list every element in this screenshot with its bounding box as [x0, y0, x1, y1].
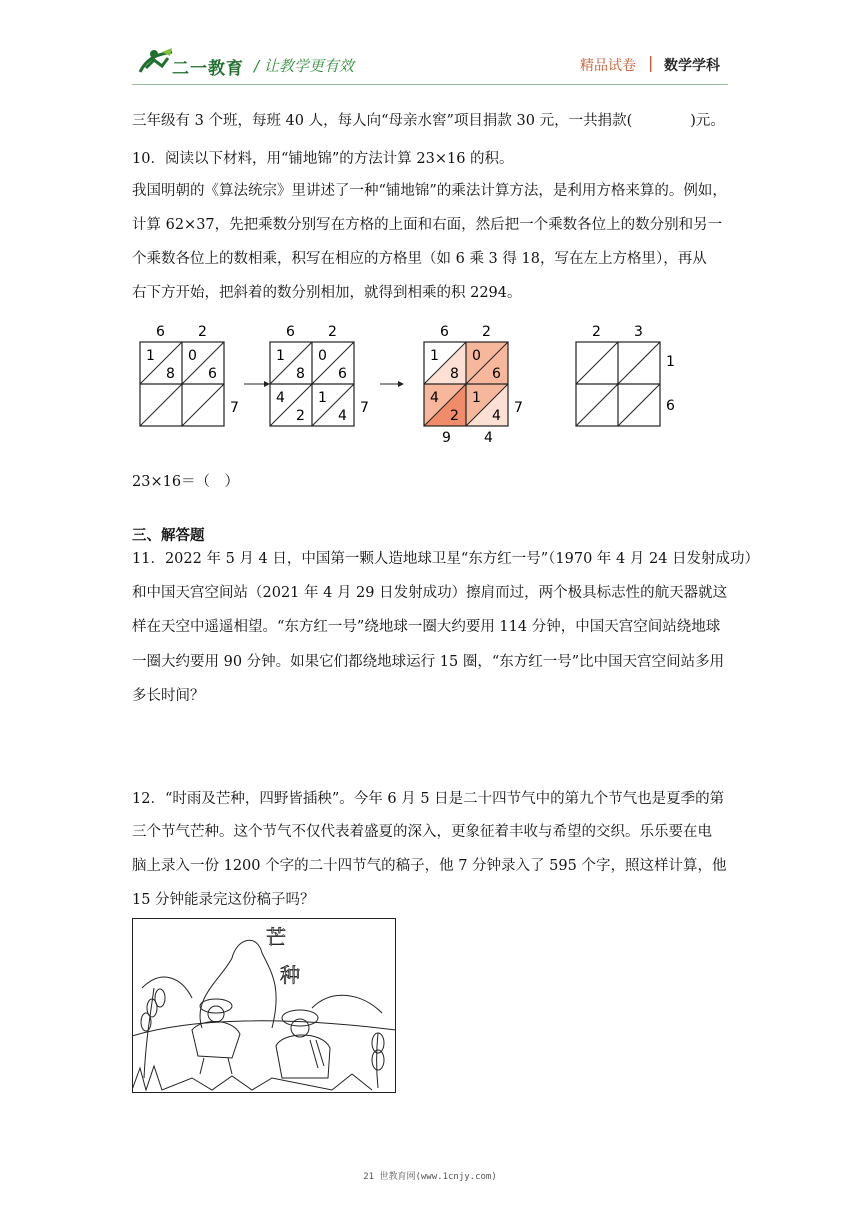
grid-1-cell-2-tens: 0	[188, 348, 197, 364]
question-12-line-4: 15 分钟能录完这份稿子吗？	[132, 892, 315, 908]
question-12-line-2: 三个节气芒种。这个节气不仅代表着盛夏的深入，更象征着丰收与希望的交织。乐乐要在电	[132, 824, 712, 840]
question-11-line-2: 和中国天宫空间站（2021 年 4 月 29 日发射成功）擦肩而过，两个极具标志性的航天器就这	[132, 585, 728, 601]
section-title: 三、解答题	[132, 528, 205, 544]
page-header	[0, 0, 860, 92]
grid-4-top-digit-2: 3	[634, 324, 643, 340]
slogan: / 让教学更有效	[254, 57, 354, 75]
grid-2-cell-3-ones: 2	[296, 408, 305, 424]
grid-2-cell-4-tens: 1	[318, 390, 327, 406]
grid-4	[576, 324, 675, 426]
grid-3-cell-3-tens: 4	[430, 390, 439, 406]
question-12-line-3: 脑上录入一份 1200 个字的二十四节气的稿子，他 7 分钟录入了 595 个字，照这样计算，他	[132, 858, 727, 874]
illustration-char-1: 芒	[266, 925, 286, 949]
brand-name: 二一教育	[172, 59, 244, 79]
grid-2-top-digit-1: 6	[286, 324, 295, 340]
grid-3-bottom-digit-1: 9	[442, 430, 451, 446]
page-footer: 21 世教育网(www.1cnjy.com)	[363, 1172, 497, 1182]
grid-3-top-digit-2: 2	[482, 324, 491, 340]
grid-2	[270, 324, 369, 426]
grid-2-cell-4-ones: 4	[338, 408, 347, 424]
grid-3	[424, 324, 523, 446]
grid-2-cell-2-ones: 6	[338, 366, 347, 382]
material-line-2: 计算 62×37，先把乘数分别写在方格的上面和右面，然后把一个乘数各位上的数分别和另一	[132, 217, 723, 233]
grid-3-cell-4-ones: 4	[492, 408, 501, 424]
question-12-line-1: 12．“时雨及芒种，四野皆插秧”。今年 6 月 5 日是二十四节气中的第九个节气也是夏季的第	[132, 791, 725, 807]
grid-1-cell-1-tens: 1	[146, 348, 155, 364]
grid-1	[140, 324, 239, 426]
grid-3-right-digit: 7	[514, 400, 523, 416]
question-11-line-3: 样在天空中遥遥相望。“东方红一号”绕地球一圈大约要用 114 分钟，中国天宫空间站绕地球	[132, 619, 721, 635]
header-tag-subject: 数学学科	[664, 58, 720, 74]
grid-4-right-digit-2: 6	[666, 398, 675, 414]
grid-1-cell-1-ones: 8	[166, 366, 175, 382]
grid-3-cell-2-ones: 6	[492, 366, 501, 382]
material-line-1: 我国明朝的《算法统宗》里讲述了一种“铺地锦”的乘法计算方法，是利用方格来算的。例如，	[132, 183, 727, 199]
grid-3-cell-4-tens: 1	[472, 390, 481, 406]
grid-4-right-digit-1: 1	[666, 354, 675, 370]
grid-1-cell-2-ones: 6	[208, 366, 217, 382]
grid-3-cell-2-tens: 0	[472, 348, 481, 364]
question-9-text: 三年级有 3 个班，每班 40 人，每人向“母亲水窖”项目捐款 30 元，一共捐款( )元。	[132, 113, 725, 129]
material-line-3: 个乘数各位上的数相乘，积写在相应的方格里（如 6 乘 3 得 18，写在左上方格里），再从	[132, 251, 707, 267]
grid-2-cell-2-tens: 0	[318, 348, 327, 364]
grid-3-cell-1-tens: 1	[430, 348, 439, 364]
header-separator: |	[648, 53, 654, 72]
material-line-4: 右下方开始，把斜着的数分别相加，就得到相乘的积 2294。	[132, 285, 522, 301]
grid-3-cell-1-ones: 8	[450, 366, 459, 382]
grid-1-right-digit: 7	[230, 400, 239, 416]
header-divider	[132, 84, 728, 85]
grid-2-cell-1-tens: 1	[276, 348, 285, 364]
mangzhong-illustration	[132, 918, 396, 1093]
answer-blank-23x16: 23×16＝（ ）	[132, 474, 240, 490]
grid-1-top-digit-1: 6	[156, 324, 165, 340]
header-tag-premium: 精品试卷	[580, 58, 636, 74]
grid-2-cell-3-tens: 4	[276, 390, 285, 406]
grid-3-top-digit-1: 6	[440, 324, 449, 340]
arrow-icon	[380, 381, 404, 387]
illustration-char-2: 种	[280, 963, 300, 987]
grid-2-cell-1-ones: 8	[296, 366, 305, 382]
question-10-title: 10．阅读以下材料，用“铺地锦”的方法计算 23×16 的积。	[132, 151, 514, 167]
grid-3-bottom-digit-2: 4	[484, 430, 493, 446]
grid-4-top-digit-1: 2	[592, 324, 601, 340]
grid-3-cell-3-ones: 2	[450, 408, 459, 424]
grid-1-top-digit-2: 2	[198, 324, 207, 340]
arrow-icon	[244, 381, 270, 387]
lattice-multiplication-figure	[128, 316, 688, 446]
grid-2-top-digit-2: 2	[328, 324, 337, 340]
question-11-line-4: 一圈大约要用 90 分钟。如果它们都绕地球运行 15 圈，“东方红一号”比中国天宫空间站多用	[132, 654, 725, 670]
question-11-line-1: 11．2022 年 5 月 4 日，中国第一颗人造地球卫星“东方红一号”（1970 年 4 月 24 日发射成功）	[132, 551, 760, 567]
grid-2-right-digit: 7	[360, 400, 369, 416]
question-11-line-5: 多长时间？	[132, 688, 205, 704]
